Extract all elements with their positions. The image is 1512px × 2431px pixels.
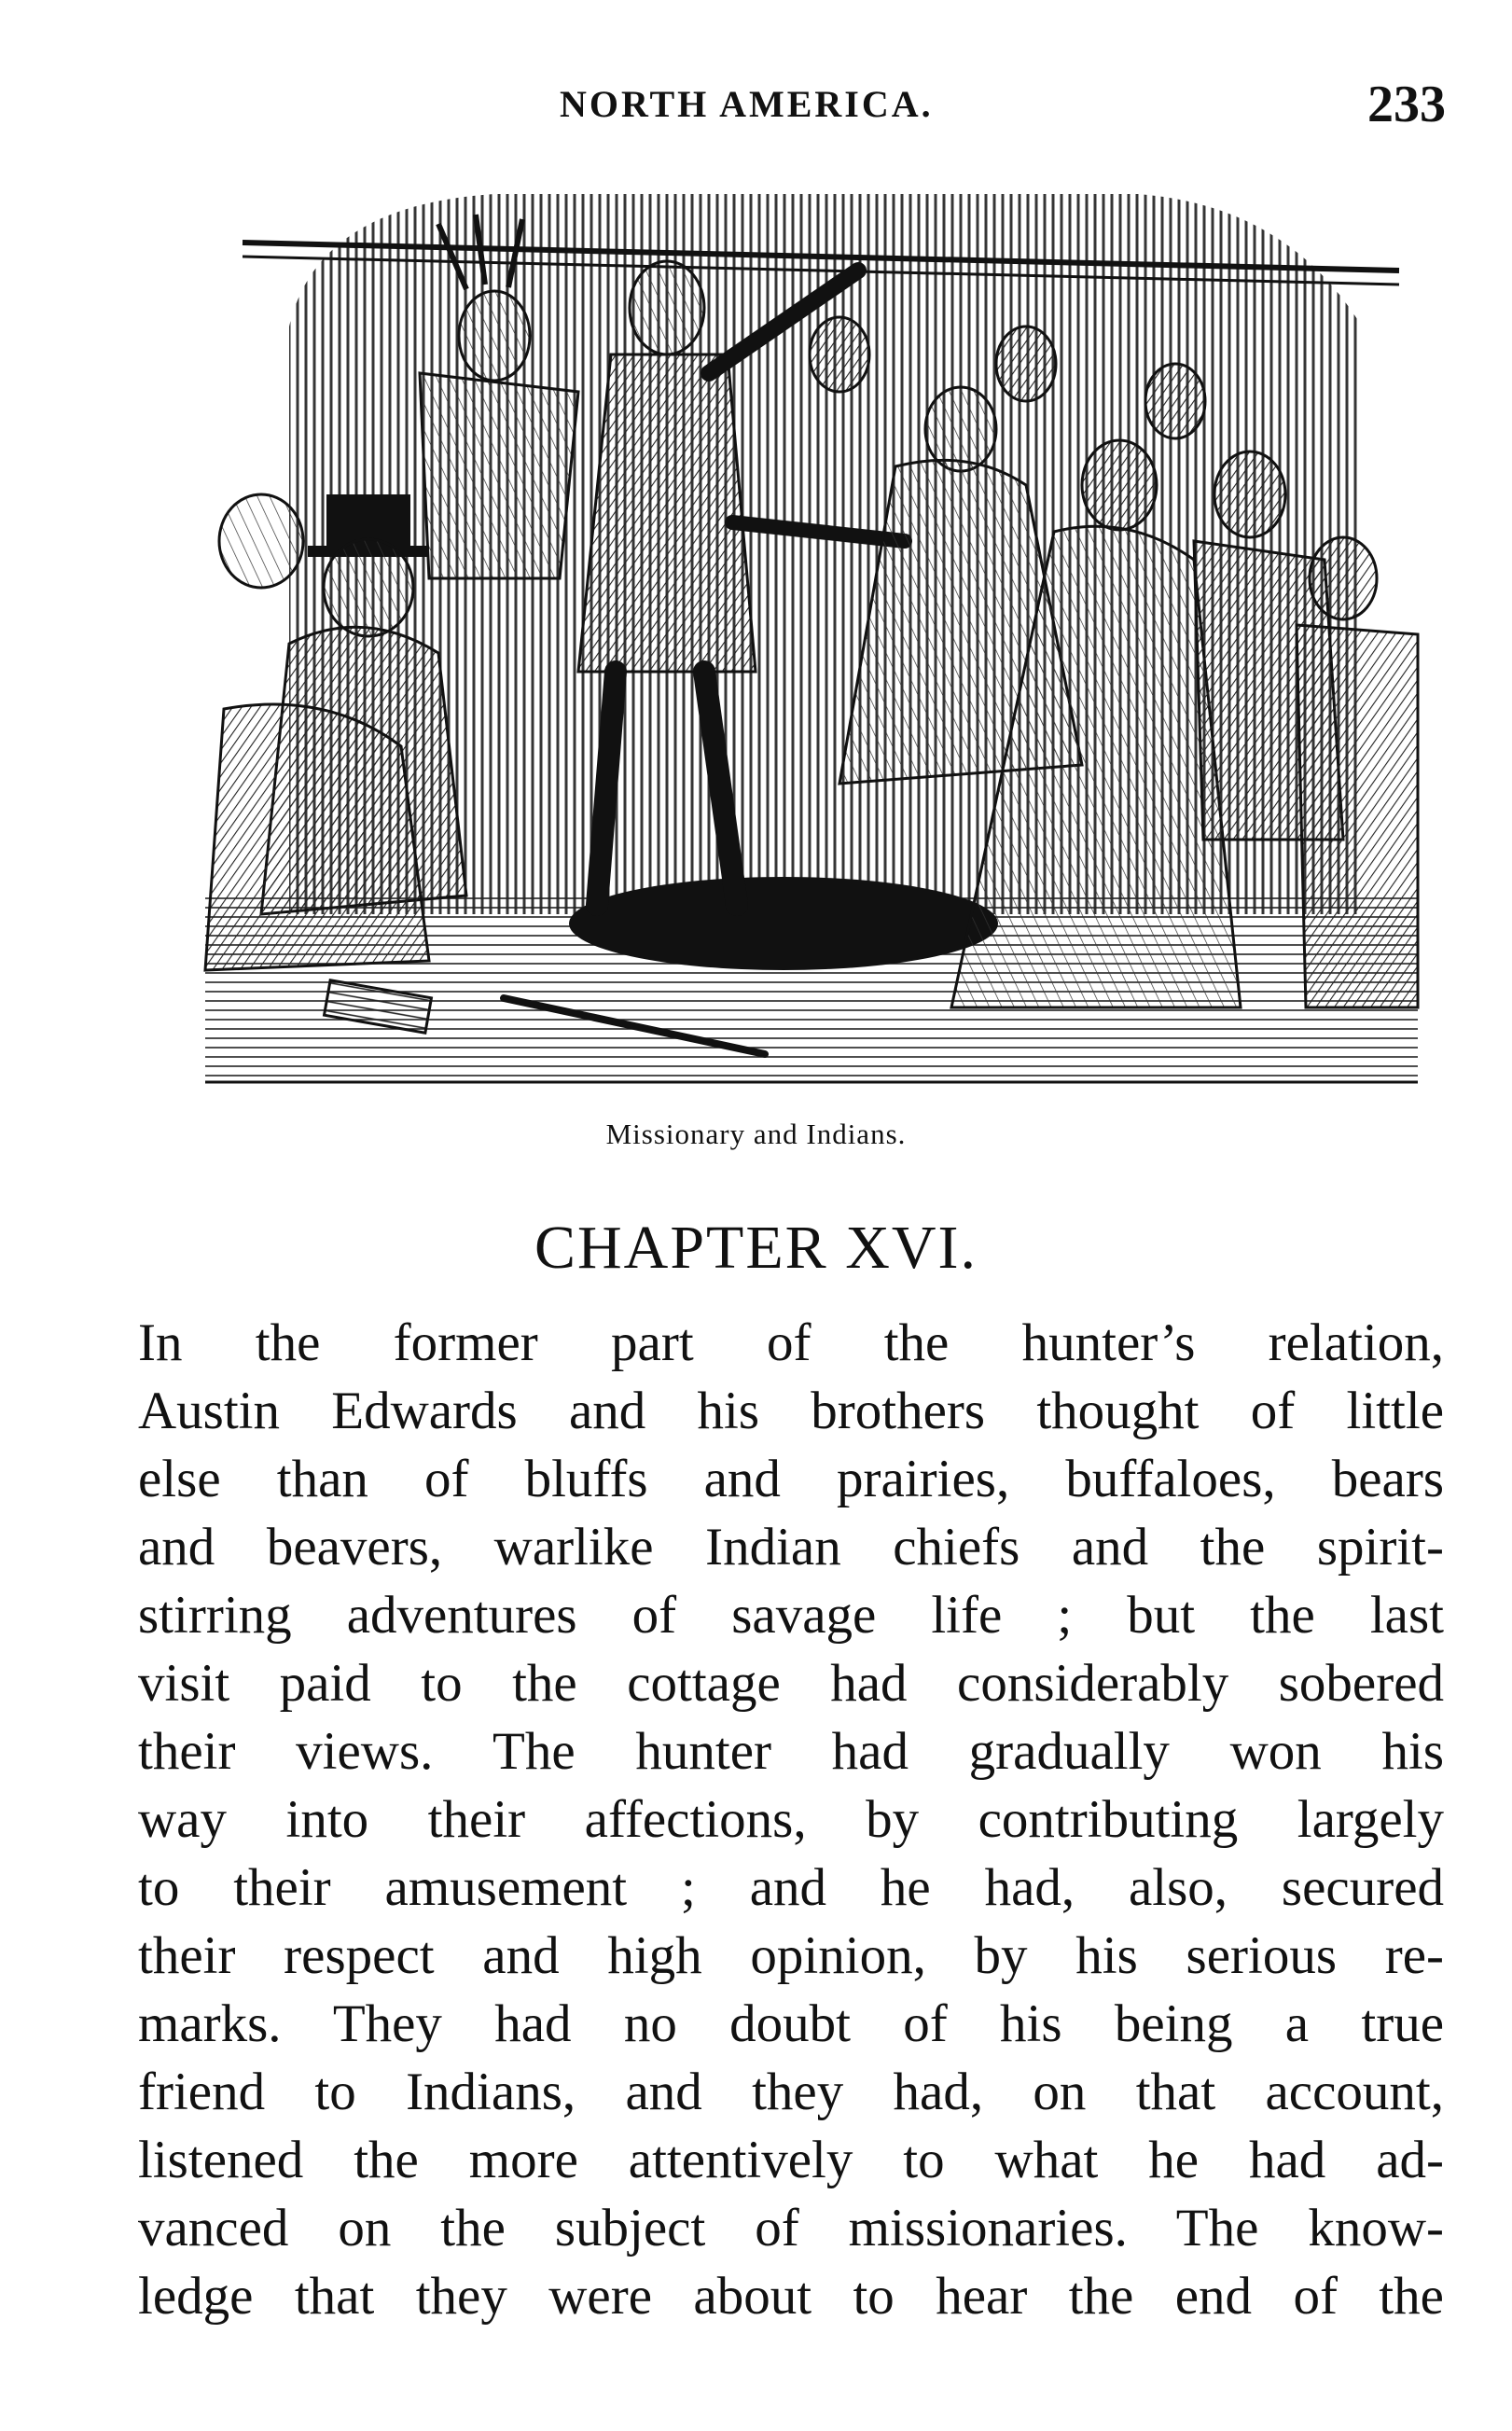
text-line: friend to Indians, and they had, on that account, <box>138 2063 1444 2121</box>
text-line: their respect and high opinion, by his serious re- <box>138 1926 1444 1985</box>
text-line: and beavers, warlike Indian chiefs and the spirit- <box>138 1518 1444 1577</box>
engraving-illustration <box>187 187 1441 1096</box>
text-line: vanced on the subject of missionaries. The know- <box>138 2199 1444 2257</box>
text-line: visit paid to the cottage had considerably sobered <box>138 1654 1444 1713</box>
text-line: else than of bluffs and prairies, buffaloes, bears <box>138 1450 1444 1508</box>
text-line: way into their affections, by contributing largely <box>138 1790 1444 1849</box>
text-line: their views. The hunter had gradually won his <box>138 1722 1444 1781</box>
text-line: ledge that they were about to hear the end of the <box>138 2267 1444 2326</box>
text-line: In the former part of the hunter’s relation, <box>138 1313 1444 1372</box>
chapter-heading: CHAPTER XVI. <box>534 1214 978 1282</box>
running-head <box>0 76 1512 138</box>
chapter-body <box>138 1309 1444 2330</box>
text-line: stirring adventures of savage life ; but the last <box>138 1586 1444 1645</box>
text-line: marks. They had no doubt of his being a true <box>138 1994 1444 2053</box>
text-line: to their amusement ; and he had, also, secured <box>138 1858 1444 1917</box>
text-line: listened the more attentively to what he had ad- <box>138 2131 1444 2189</box>
running-title: NORTH AMERICA. <box>560 83 934 125</box>
figure-caption: Missionary and Indians. <box>605 1118 907 1150</box>
text-line: Austin Edwards and his brothers thought of little <box>138 1382 1444 1440</box>
page-number: 233 <box>1367 76 1446 133</box>
